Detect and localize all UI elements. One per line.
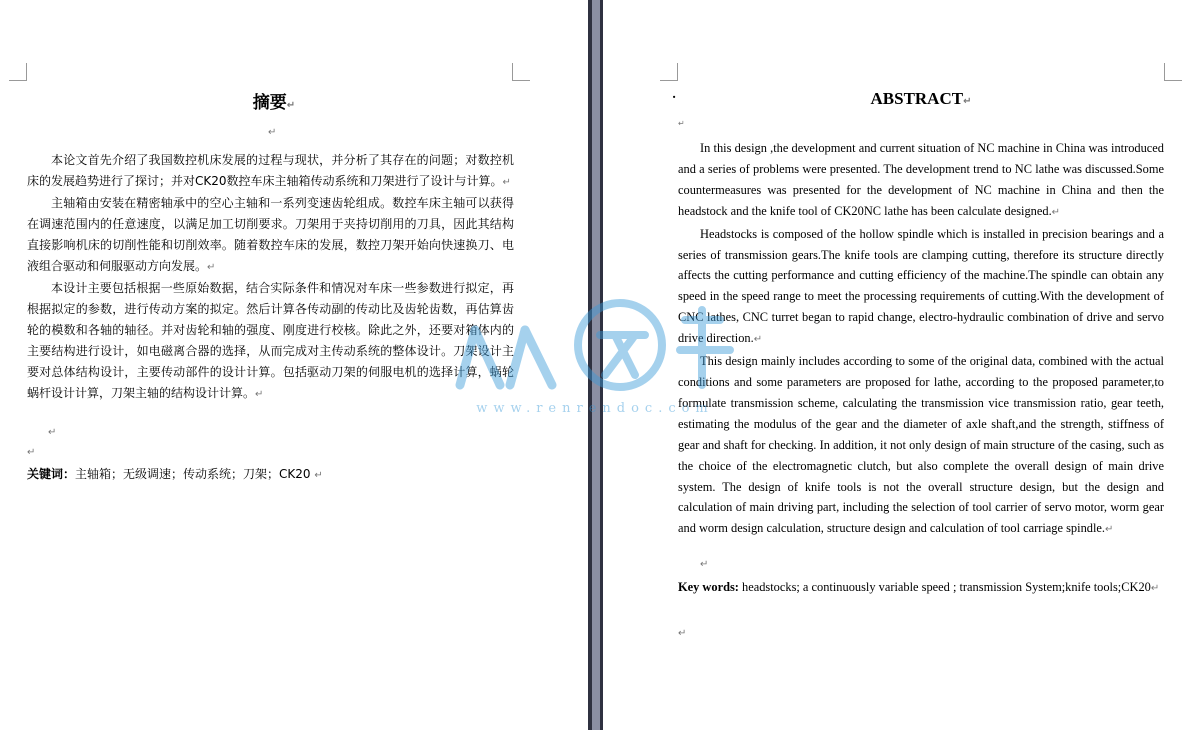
chinese-paragraph-3: 本设计主要包括根据一些原始数据，结合实际条件和情况对车床一些参数进行拟定，再根据拟定的参数，进行传动方案的拟定。然后计算各传动副的传动比及齿轮齿数，再估算齿轮的模数和各轴的轴径。并对齿轮和轴的强度、刚度进行校核。除此之外，还要对箱体内的主要结构进行设计，如电磁离合器的选择，从而完成对主传动系统的整体设计。刀架设计主要对总体结构设计，主要传动部件的设计计算。包括驱动刀架的伺服电机的选择计算，蜗轮蜗杆设计计算，刀架主轴的结构设计计算。↵ (27, 281, 514, 400)
watermark-url: www.renrendoc.com (476, 401, 714, 416)
paragraph-mark: ↵ (27, 447, 36, 458)
crop-mark-top-right (1164, 63, 1182, 81)
english-keywords-label: Key words: (678, 580, 739, 594)
chinese-keywords-value: 主轴箱；无级调速；传动系统；刀架；CK20 (75, 467, 311, 481)
english-paragraph-1: In this design ,the development and current situation of NC machine in China was introduced and a series of problems were presented. The development trend to NC lathe was discussed.Some countermeasures was presented for the development of NC machine in China and then the headstock and the knife tool of CK20NC lathe has been calculate designed.↵ (678, 141, 1164, 218)
right-page (603, 0, 1192, 730)
crop-mark-top-right (512, 63, 530, 81)
chinese-abstract-title[interactable]: 摘要↵ (252, 93, 296, 113)
paragraph-mark: ↵ (700, 559, 709, 570)
english-paragraph-3: This design mainly includes according to some of the original data, combined with the actual conditions and some parameters are proposed for lathe, according to the proposed parameter,to formulate transmission scheme, calculating the transmission vice transmission ratio, gear teeth, estimating the modulus of the gear and the diameter of axle shaft,and the strength, stiffness of gear and shaft for checking. In addition, it not only design of main structure of the casing, such as the choice of the electromagnetic clutch, but also complete the overall design of main drive system. The design of knife tools is not the overall structure design, but the design and calculation of main driving part, including the selection of tool carrier of servo motor, worm gear and worm design calculation, structure design and calculation of tool carriage spindle.↵ (678, 354, 1164, 536)
chinese-abstract-body[interactable] (27, 150, 514, 405)
english-keywords[interactable]: Key words: headstocks; a continuously variable speed ; transmission System;knife tools;CK20↵ (678, 580, 1160, 594)
english-keywords-value: headstocks; a continuously variable speed ; transmission System;knife tools;CK20 (738, 580, 1151, 594)
bullet-dot: · (672, 90, 677, 104)
paragraph-mark: ↵ (268, 127, 277, 138)
chinese-keywords-label: 关键词： (27, 467, 76, 481)
english-abstract-body[interactable] (678, 138, 1164, 541)
english-paragraph-2: Headstocks is composed of the hollow spindle which is installed in precision bearings and a series of transmission gears.The knife tools are clamping cutting, therefore its structure directly affects the cutting performance and cutting efficiency of the machine.The spindle can obtain any speed in the speed range to meet the processing requirements of cutting.With the development of CNC lathes, CNC turret began to rapid change, electro-hydraulic combination of drive and servo drive direction.↵ (678, 226, 1164, 346)
page-gutter (588, 0, 603, 730)
chinese-paragraph-1: 本论文首先介绍了我国数控机床发展的过程与现状，并分析了其存在的问题；对数控机床的发展趋势进行了探讨；并对CK20数控车床主轴箱传动系统和刀架进行了设计与计算。↵ (27, 153, 514, 188)
paragraph-mark: ↵ (678, 628, 687, 639)
chinese-keywords[interactable]: 关键词：主轴箱；无级调速；传动系统；刀架；CK20 ↵ (27, 467, 323, 481)
paragraph-mark: ↵ (48, 427, 57, 438)
left-page (0, 0, 588, 730)
chinese-paragraph-2: 主轴箱由安装在精密轴承中的空心主轴和一系列变速齿轮组成。数控车床主轴可以获得在调速范围内的任意速度，以满足加工切削要求。刀架用于夹持切削用的刀具，因此其结构直接影响机床的切削性能和切削效率。随着数控车床的发展，数控刀架开始向快速换刀、电液组合驱动和伺服驱动方向发展。↵ (27, 196, 514, 273)
crop-mark-top-left (9, 63, 27, 81)
english-abstract-title[interactable]: ABSTRACT↵ (870, 89, 972, 108)
crop-mark-top-left (660, 63, 678, 81)
paragraph-mark: ↵ (678, 119, 685, 128)
